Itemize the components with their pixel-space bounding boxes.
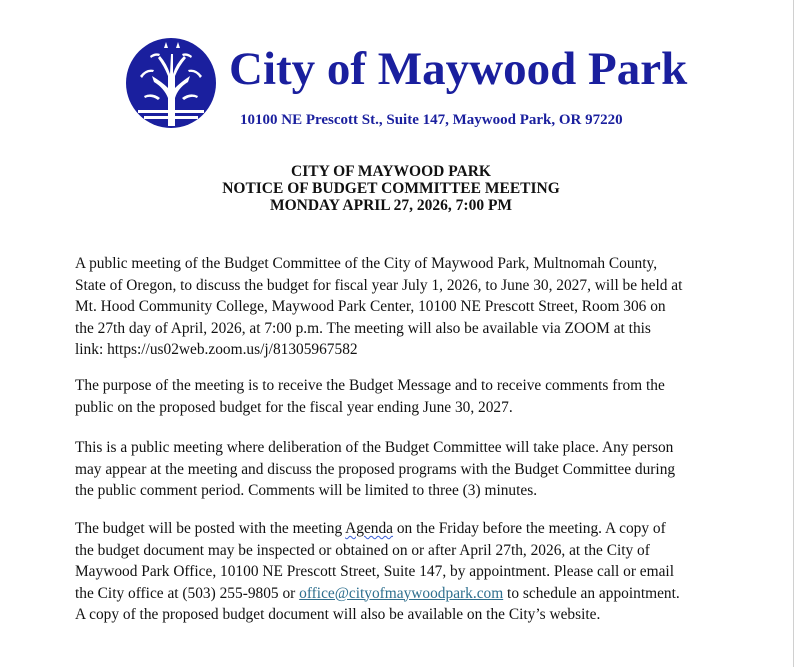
text-line: the 27th day of April, 2026, at 7:00 p.m. The meeting will also be available via ZOOM at this: [75, 319, 651, 337]
text-line: A public meeting of the Budget Committee of the City of Maywood Park, Multnomah County,: [75, 255, 658, 272]
page-edge-divider: [793, 0, 794, 667]
notice-heading-title: NOTICE OF BUDGET COMMITTEE MEETING: [222, 180, 560, 197]
text-line: the budget document may be inspected or obtained on or after April 27th, 2026, at the City of: [75, 541, 650, 559]
text-fragment: the City office at (503) 255-9805 or: [75, 584, 300, 602]
paragraph-public-comment: [75, 437, 725, 502]
text-line: Maywood Park Office, 10100 NE Prescott Street, Suite 147, by appointment. Please call or email: [75, 563, 674, 580]
text-line: [75, 518, 725, 540]
city-tree-logo: [124, 36, 218, 130]
text-fragment: to schedule an appointment.: [503, 584, 680, 602]
text-line: may appear at the meeting and discuss the proposed programs with the Budget Committee during: [75, 460, 676, 478]
org-name: City of Maywood Park: [229, 43, 688, 95]
text-line: [75, 583, 725, 605]
paragraph-meeting-details: [75, 253, 725, 361]
text-line: the public comment period. Comments will be limited to three (3) minutes.: [75, 482, 538, 499]
zoom-link-line: link: https://us02web.zoom.us/j/81305967582: [75, 341, 358, 358]
notice-heading-city: CITY OF MAYWOOD PARK: [291, 163, 491, 180]
email-link[interactable]: office@cityofmaywoodpark.com: [299, 584, 504, 602]
org-address: 10100 NE Prescott St., Suite 147, Maywood Park, OR 97220: [240, 112, 623, 128]
text-line: State of Oregon, to discuss the budget for fiscal year July 1, 2026, to June 30, 2027, will be held at: [75, 276, 683, 294]
text-fragment: on the Friday before the meeting. A copy of: [393, 520, 666, 537]
text-line: The purpose of the meeting is to receive the Budget Message and to receive comments from the: [75, 377, 665, 394]
text-line: Mt. Hood Community College, Maywood Park Center, 10100 NE Prescott Street, Room 306 on: [75, 298, 666, 315]
agenda-word: Agenda: [345, 520, 394, 537]
notice-heading-date: MONDAY APRIL 27, 2026, 7:00 PM: [269, 197, 513, 214]
text-line: A copy of the proposed budget document will also be available on the City’s website.: [75, 606, 601, 623]
paragraph-budget-availability: [75, 518, 725, 626]
text-line: This is a public meeting where deliberation of the Budget Committee will take place. Any person: [75, 439, 674, 456]
paragraph-purpose: [75, 375, 725, 418]
text-fragment: The budget will be posted with the meeting: [75, 520, 346, 537]
text-line: public on the proposed budget for the fiscal year ending June 30, 2027.: [75, 398, 513, 416]
